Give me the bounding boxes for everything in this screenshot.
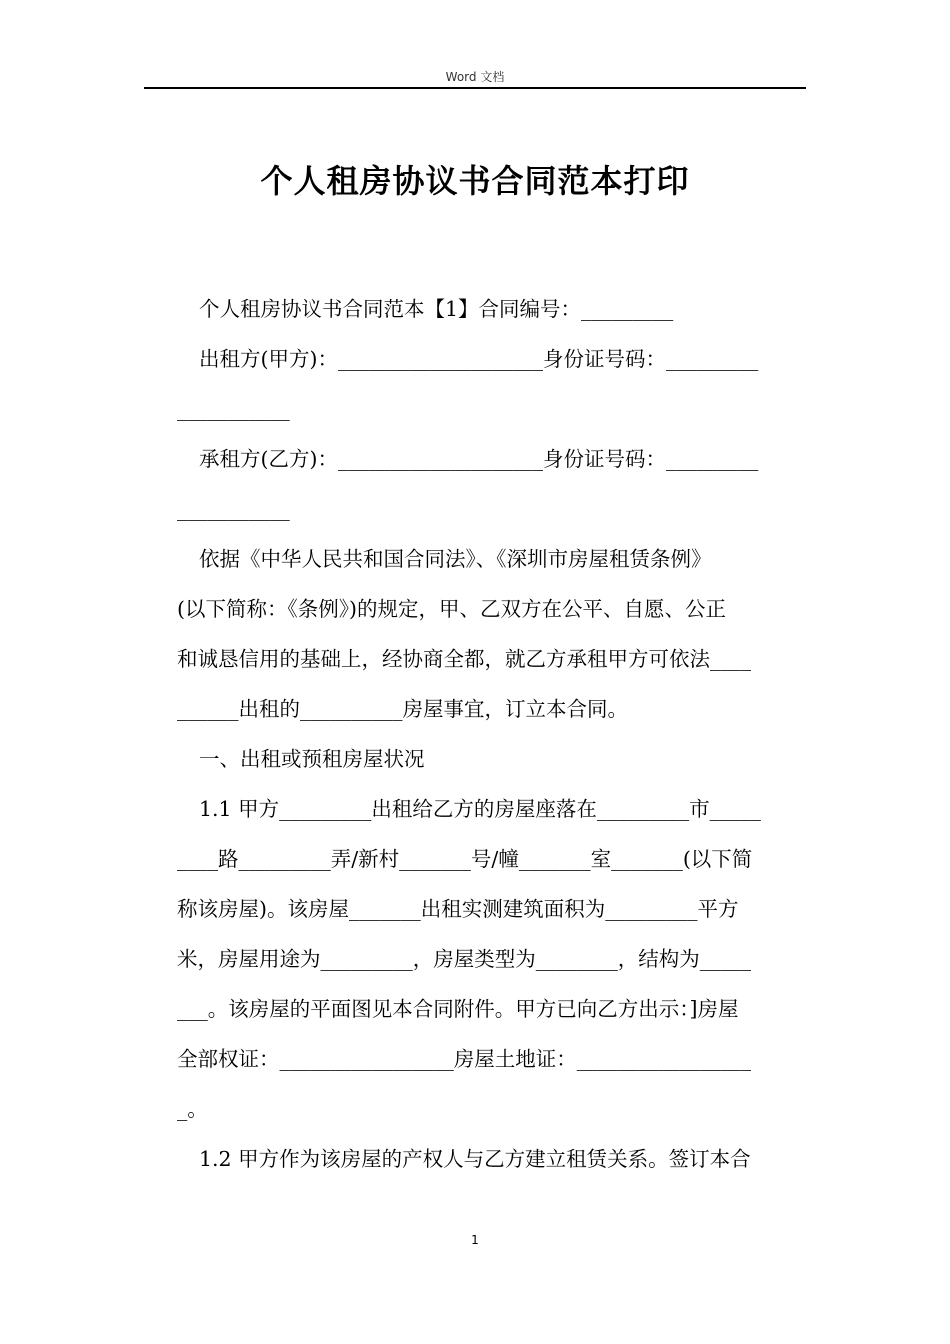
document-title: 个人租房协议书合同范本打印: [260, 162, 690, 200]
paragraph-line: ______出租的__________房屋事宜，订立本合同。: [177, 697, 628, 721]
clause-line: 米，房屋用途为_________，房屋类型为________，结构为_____: [177, 947, 751, 971]
lessee-id-continuation: ___________: [177, 497, 290, 521]
contract-number-line: 个人租房协议书合同范本【1】合同编号：_________: [199, 297, 674, 321]
lessee-line: 承租方(乙方)：____________________身份证号码：_________: [199, 447, 759, 471]
header-label: Word 文档: [445, 70, 505, 84]
lessor-line: 出租方(甲方)：____________________身份证号码：_________: [199, 347, 759, 371]
paragraph-line: 依据《中华人民共和国合同法》、《深圳市房屋租赁条例》: [199, 547, 712, 571]
header-rule: [144, 87, 806, 89]
document-body: [177, 284, 817, 1184]
section-heading: 一、出租或预租房屋状况: [199, 747, 425, 771]
page-number: 1: [471, 1233, 479, 1247]
clause-line: ___。该房屋的平面图见本合同附件。甲方已向乙方出示：]房屋: [177, 997, 739, 1021]
lessor-id-continuation: ___________: [177, 397, 290, 421]
clause-line: 1.2 甲方作为该房屋的产权人与乙方建立租赁关系。签订本合: [199, 1147, 751, 1171]
clause-line: 称该房屋)。该房屋_______出租实测建筑面积为_________平方: [177, 897, 739, 921]
clause-line: _。: [177, 1097, 208, 1121]
clause-line: ____路_________弄/新村_______号/幢_______室_______(以下简: [177, 847, 753, 871]
paragraph-line: 和诚恳信用的基础上，经协商全都，就乙方承租甲方可依法____: [177, 647, 751, 671]
clause-line: 全部权证：_________________房屋土地证：_________________: [177, 1047, 751, 1071]
clause-line: 1.1 甲方_________出租给乙方的房屋座落在_________市_____: [199, 797, 761, 821]
paragraph-line: (以下简称：《条例》)的规定，甲、乙双方在公平、自愿、公正: [177, 597, 726, 621]
